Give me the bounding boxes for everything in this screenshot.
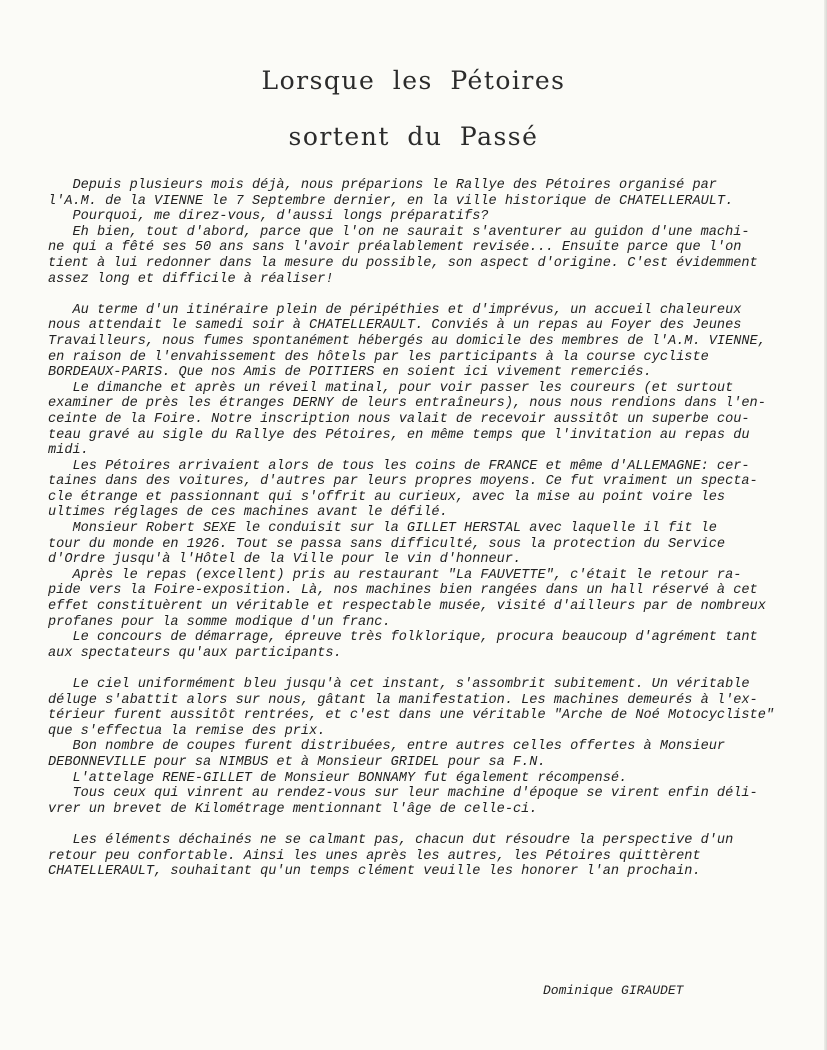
- body-line: pide vers la Foire-exposition. Là, nos machines bien rangées dans un hall réservé à cet: [48, 583, 758, 599]
- body-line: CHATELLERAULT, souhaitant qu'un temps clément veuille les honorer l'an prochain.: [48, 864, 701, 880]
- body-line: L'attelage RENE-GILLET de Monsieur BONNAMY fut également récompensé.: [48, 770, 628, 786]
- body-line: cle étrange et passionnant qui s'offrit au curieux, avec la mise au point voire les: [48, 489, 726, 505]
- body-line: BORDEAUX-PARIS. Que nos Amis de POITIERS en soient ici vivement remerciés.: [48, 365, 652, 381]
- body-line: teau gravé au sigle du Rallye des Pétoires, en même temps que l'invitation au repas du: [48, 427, 750, 443]
- body-line: Le dimanche et après un réveil matinal, pour voir passer les coureurs (et surtout: [48, 380, 734, 396]
- body-line: Les Pétoires arrivaient alors de tous les coins de FRANCE et même d'ALLEMAGNE: cer-: [48, 458, 750, 474]
- body-line: assez long et difficile à réaliser!: [48, 271, 334, 287]
- paragraph-gap: [48, 661, 793, 677]
- body-line: nous attendait le samedi soir à CHATELLERAULT. Conviés à un repas au Foyer des Jeunes: [48, 318, 742, 334]
- body-line: retour peu confortable. Ainsi les unes après les autres, les Pétoires quittèrent: [48, 848, 701, 864]
- body-line: examiner de près les étranges DERNY de leurs entraîneurs), nous nous rendions dans l'en-: [48, 396, 766, 412]
- body-line: en raison de l'envahissement des hôtels par les participants à la course cycliste: [48, 349, 709, 365]
- body-line: Bon nombre de coupes furent distribuées, entre autres celles offertes à Monsieur: [48, 739, 726, 755]
- body-line: que s'effectua la remise des prix.: [48, 723, 326, 739]
- body-line: midi.: [48, 443, 89, 459]
- body-line: Le ciel uniformément bleu jusqu'à cet instant, s'assombrit subitement. Un véritable: [48, 677, 750, 692]
- paragraph-gap: [48, 287, 793, 303]
- body-line: Après le repas (excellent) pris au restaurant "La FAUVETTE", c'était le retour ra-: [48, 567, 742, 583]
- body-line: d'Ordre jusqu'à l'Hôtel de la Ville pour le vin d'honneur.: [48, 552, 522, 568]
- body-line: vrer un brevet de Kilométrage mentionnant l'âge de celle-ci.: [48, 801, 538, 817]
- body-line: Le concours de démarrage, épreuve très folklorique, procura beaucoup d'agrément tant: [48, 630, 758, 646]
- body-line: effet constituèrent un véritable et respectable musée, visité d'ailleurs par de nombreux: [48, 599, 766, 615]
- body-line: Tous ceux qui vinrent au rendez-vous sur leur machine d'époque se virent enfin déli-: [48, 786, 758, 802]
- body-line: aux spectateurs qu'aux participants.: [48, 645, 342, 661]
- body-line: tour du monde en 1926. Tout se passa sans difficulté, sous la protection du Service: [48, 536, 726, 552]
- body-line: Au terme d'un itinéraire plein de péripéthies et d'imprévus, un accueil chaleureux: [48, 302, 742, 318]
- body-line: Monsieur Robert SEXE le conduisit sur la GILLET HERSTAL avec laquelle il fit le: [48, 521, 717, 537]
- body-line: térieur furent aussitôt rentrées, et c'est dans une véritable "Arche de Noé Motocycliste": [48, 708, 775, 724]
- body-line: Pourquoi, me direz-vous, d'aussi longs préparatifs?: [48, 209, 489, 225]
- body-line: profanes pour la somme modique d'un franc.: [48, 614, 391, 630]
- body-line: tient à lui redonner dans la mesure du possible, son aspect d'origine. C'est évidemment: [48, 255, 758, 271]
- article-body: [48, 178, 793, 880]
- article-title-line-1: Lorsque les Pétoires: [261, 66, 566, 95]
- article-title-line-2: sortent du Passé: [288, 122, 539, 151]
- body-line: DEBONNEVILLE pour sa NIMBUS et à Monsieur GRIDEL pour sa F.N.: [48, 754, 546, 770]
- author-signature: Dominique GIRAUDET: [543, 983, 684, 998]
- body-line: taines dans des voitures, d'autres par leurs propres moyens. Ce fut vraiment un specta-: [48, 474, 758, 490]
- paragraph-gap: [48, 817, 793, 833]
- body-line: ultimes réglages de ces machines avant le défilé.: [48, 505, 448, 521]
- body-line: Depuis plusieurs mois déjà, nous préparions le Rallye des Pétoires organisé par: [48, 178, 717, 193]
- body-line: ceinte de la Foire. Notre inscription nous valait de recevoir aussitôt un superbe cou-: [48, 411, 750, 427]
- body-line: Eh bien, tout d'abord, parce que l'on ne saurait s'aventurer au guidon d'une machi-: [48, 224, 750, 240]
- body-line: déluge s'abattit alors sur nous, gâtant la manifestation. Les machines demeurés à l'ex-: [48, 692, 758, 708]
- body-line: Les éléments déchainés ne se calmant pas, chacun dut résoudre la perspective d'un: [48, 832, 734, 848]
- body-line: Travailleurs, nous fumes spontanément hébergés au domicile des membres de l'A.M. VIENNE,: [48, 333, 766, 349]
- body-line: ne qui a fêté ses 50 ans sans l'avoir préalablement revisée... Ensuite parce que l'on: [48, 240, 742, 256]
- body-line: l'A.M. de la VIENNE le 7 Septembre dernier, en la ville historique de CHATELLERAULT.: [48, 193, 734, 209]
